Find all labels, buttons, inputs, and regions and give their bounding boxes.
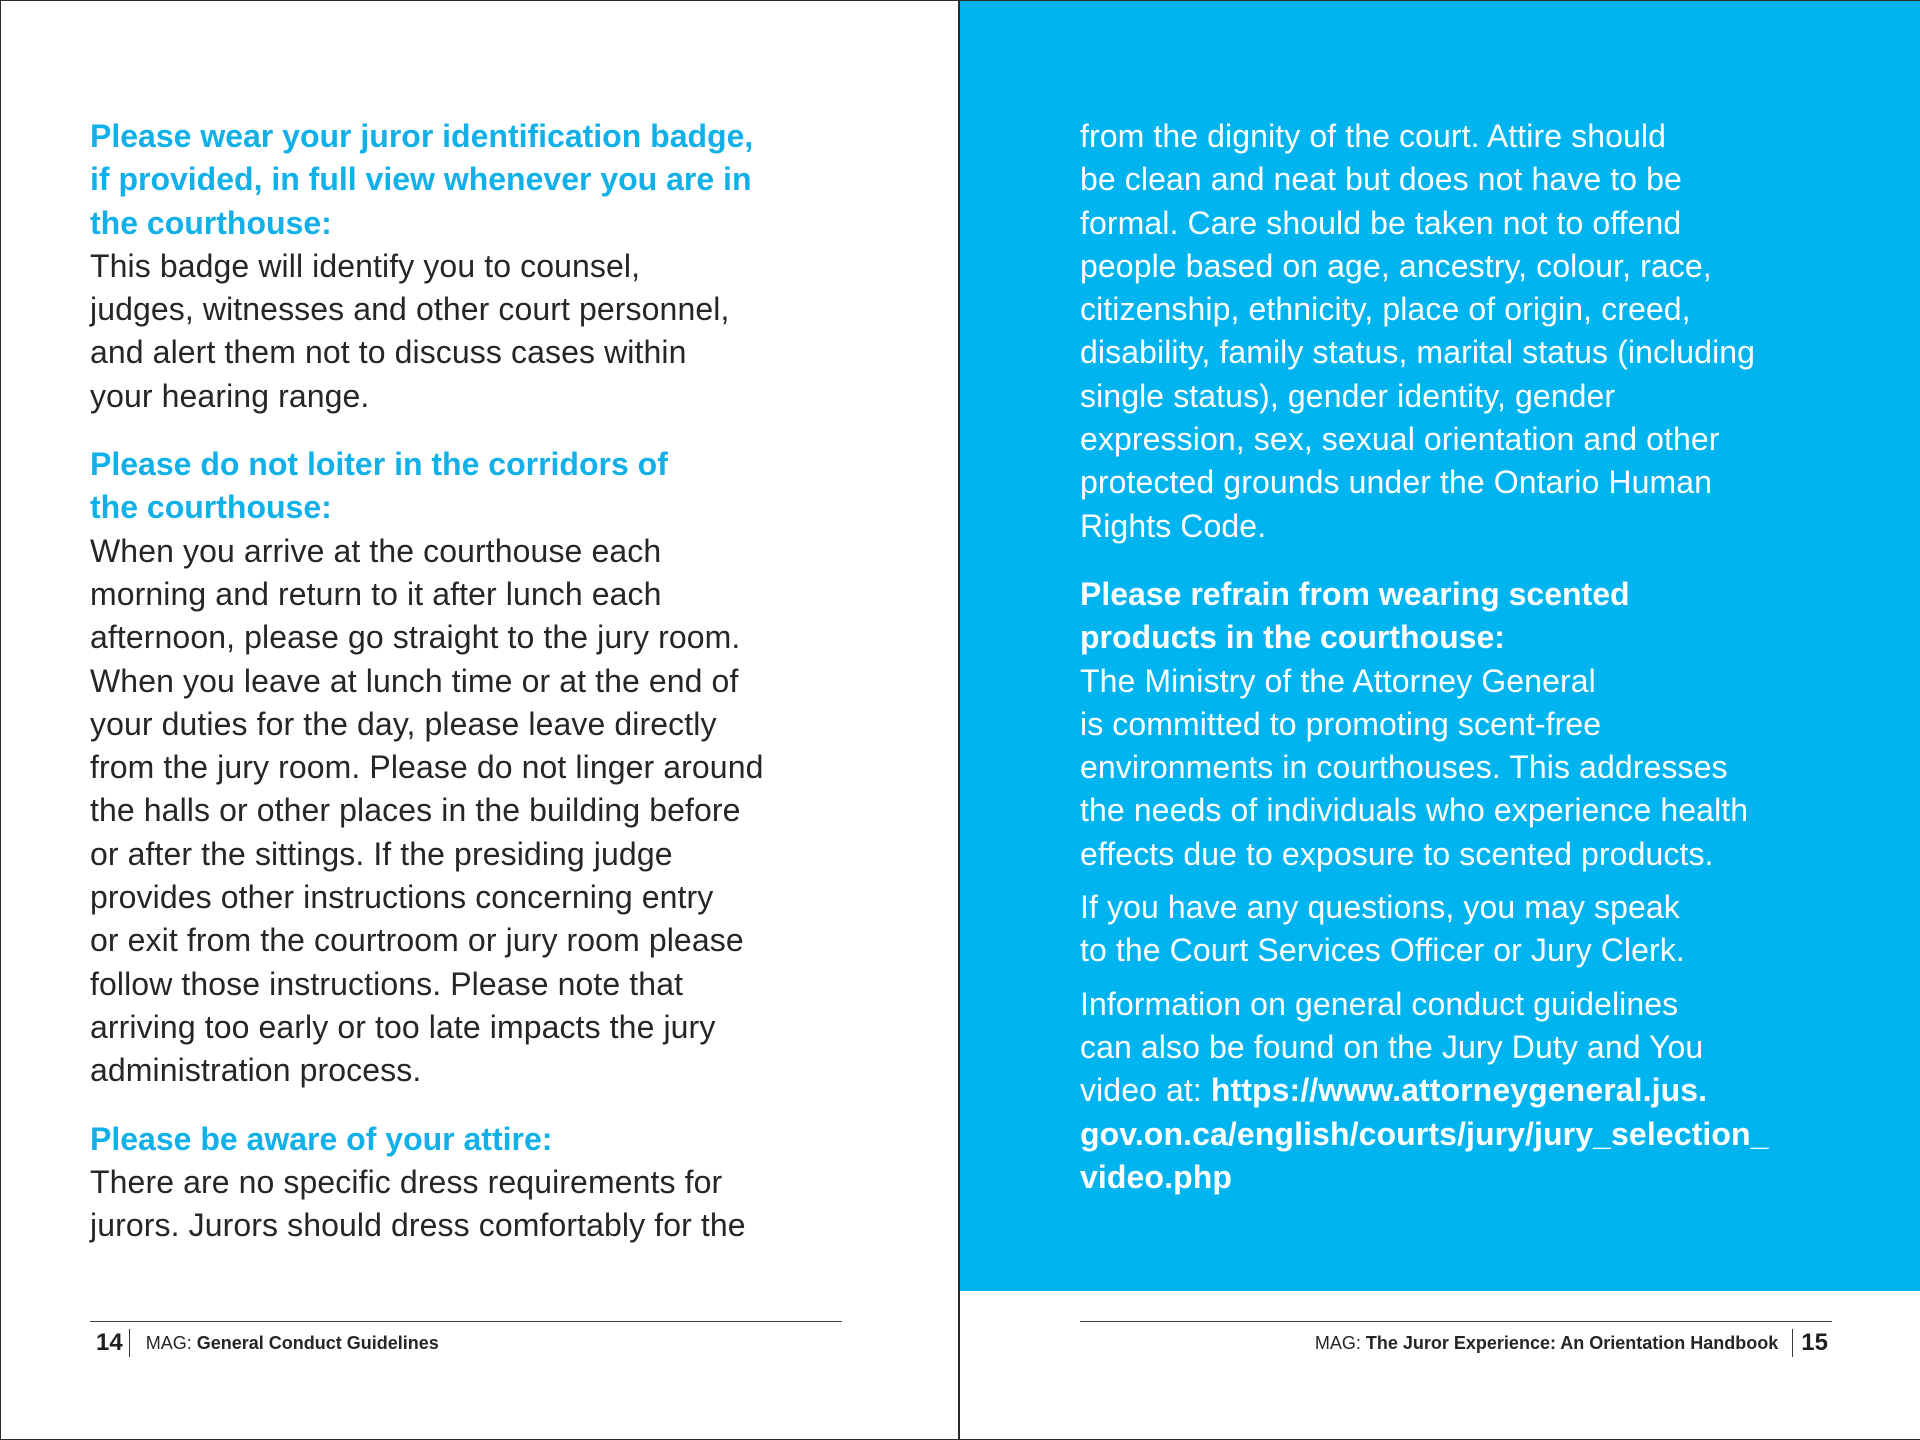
body-questions: If you have any questions, you may speak to the Court Services Officer or Jury Clerk.: [1080, 889, 1685, 969]
section-scent: [1080, 573, 1850, 876]
heading-scent: Please refrain from wearing scented products in the courthouse:: [1080, 575, 1630, 656]
video-link-end[interactable]: video.php: [1080, 1158, 1233, 1195]
body-badge: This badge will identify you to counsel, judges, witnesses and other court personnel, and alert them not to discuss cases within your hearing range.: [90, 247, 730, 414]
body-loiter: When you arrive at the courthouse each morning and return to it after lunch each afternoon, please go straight to the jury room. When you leave at lunch time or at the end of your duties for the day, please leave directly from the jury room. Please do not linger around the halls or other places in the building before or after the sittings. If the presiding judge provides other instructions concerning entry or exit from the courtroom or jury room please follow those instructions. Please note that arriving too early or too late impacts the jury administration process.: [90, 532, 764, 1089]
video-link[interactable]: https://www.attorneygeneral.jus.: [1210, 1072, 1708, 1109]
heading-loiter: Please do not loiter in the corridors of the courthouse:: [90, 446, 668, 526]
left-column: [90, 115, 850, 1247]
section-badge: [90, 115, 850, 418]
right-column: [1080, 115, 1850, 1199]
section-loiter: [90, 443, 850, 1092]
section-attire: [90, 1118, 850, 1248]
body-attire-continued: from the dignity of the court. Attire should be clean and neat but does not have to be formal. Care should be taken not to offend people based on age, ancestry, colour, race, citizenship, ethnicity, place of origin, creed, disability, family status, marital status (including single status), gender identity, gender expression, sex, sexual orientation and other protected grounds under the Ontario Human Rights Code.: [1080, 118, 1756, 544]
body-attire: There are no specific dress requirements for jurors. Jurors should dress comfortably for the: [90, 1163, 746, 1244]
page-number: 15: [1792, 1329, 1834, 1357]
running-footer: MAG: General Conduct Guidelines: [145, 1332, 439, 1353]
left-page: [0, 0, 958, 1440]
footer-left: [90, 1323, 439, 1363]
heading-badge: Please wear your juror identification badge, if provided, in full view whenever you are in the courthouse:: [90, 118, 754, 241]
video-link-cont[interactable]: gov.on.ca/english/courts/jury/jury_selection_: [1080, 1115, 1769, 1152]
footer-right: [1315, 1323, 1834, 1363]
page-number: 14: [90, 1329, 130, 1357]
footer-divider: [1080, 1321, 1832, 1322]
body-info: Information on general conduct guidelines can also be found on the Jury Duty and You video at: https://www.attorneygeneral.jus. gov.on.ca/english/courts/jury/jury_selection_ video.php: [1080, 983, 1850, 1199]
footer-divider: [90, 1321, 842, 1322]
body-scent: The Ministry of the Attorney General is committed to promoting scent-free environments in courthouses. This addresses the needs of individuals who experience health effects due to exposure to scented products.: [1080, 662, 1749, 872]
right-page: [958, 0, 1920, 1440]
heading-attire: Please be aware of your attire:: [90, 1120, 553, 1157]
running-footer: MAG: The Juror Experience: An Orientation Handbook: [1314, 1332, 1779, 1353]
